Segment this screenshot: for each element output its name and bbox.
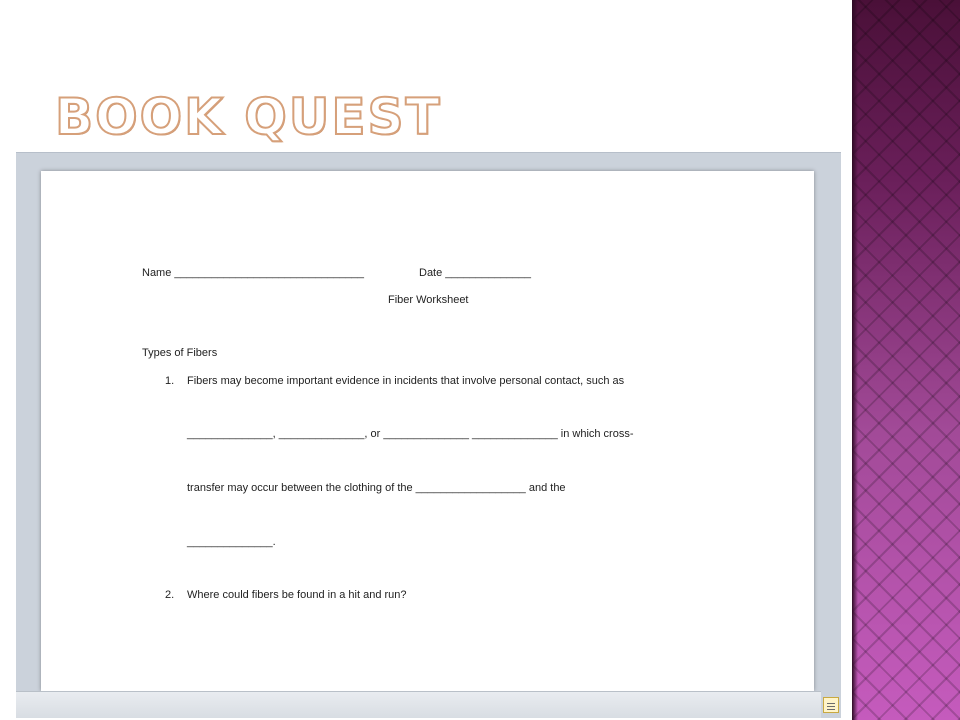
- section-heading: Types of Fibers: [142, 347, 218, 359]
- worksheet-heading: Fiber Worksheet: [388, 294, 469, 306]
- decorative-panel-edge: [852, 0, 858, 720]
- decorative-side-panel: [852, 0, 960, 720]
- slide-title: BOOK QUEST: [55, 88, 442, 146]
- question-2-number: 2.: [165, 589, 175, 601]
- question-1-line-4: ______________.: [187, 536, 276, 548]
- question-1-number: 1.: [165, 375, 175, 387]
- date-field-label: Date ______________: [419, 267, 531, 279]
- reading-view-icon[interactable]: [823, 697, 839, 713]
- question-2-text: Where could fibers be found in a hit and run?: [187, 589, 407, 601]
- name-field-label: Name _______________________________: [142, 267, 365, 279]
- question-1-line-3: transfer may occur between the clothing of the __________________ and the: [187, 482, 566, 494]
- document-page: [41, 171, 814, 691]
- horizontal-scrollbar[interactable]: [16, 691, 821, 718]
- document-viewer: [16, 152, 841, 718]
- question-1-text: Fibers may become important evidence in incidents that involve personal contact, such as: [187, 375, 625, 387]
- question-1-blanks: ______________, ______________, or ______________ ______________ in which cross-: [187, 428, 634, 440]
